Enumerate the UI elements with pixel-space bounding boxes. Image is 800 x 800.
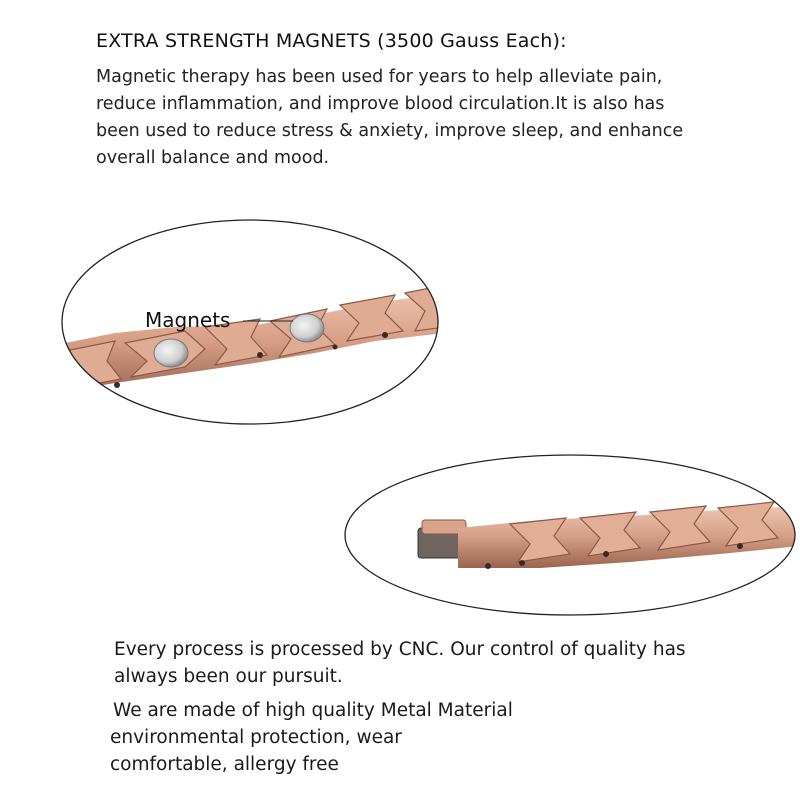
material-paragraph (110, 697, 513, 778)
cnc-quality-paragraph (114, 636, 686, 690)
material-line: comfortable, allergy free (110, 754, 339, 775)
magnet-disc (154, 339, 188, 367)
intro-line: overall balance and mood. (96, 148, 330, 168)
rivet-dot (519, 560, 525, 566)
cnc-line: Every process is processed by CNC. Our control of quality has (114, 639, 686, 660)
rivet-dot (603, 551, 609, 557)
material-line: environmental protection, wear (110, 727, 402, 748)
bracelet-clasp-closeup (340, 450, 800, 620)
magnets-callout-label: Magnets (145, 308, 231, 332)
intro-line: Magnetic therapy has been used for years to help alleviate pain, (96, 67, 663, 87)
intro-paragraph (96, 64, 776, 172)
bracelet-magnet-closeup (55, 215, 445, 430)
material-line: We are made of high quality Metal Material (113, 700, 513, 721)
rivet-dot (257, 352, 263, 358)
magnet-disc (290, 314, 324, 342)
rivet-dot (382, 332, 388, 338)
rivet-dot (333, 345, 338, 350)
cnc-line: always been our pursuit. (114, 666, 343, 687)
rivet-dot (485, 563, 491, 569)
intro-line: been used to reduce stress & anxiety, improve sleep, and enhance (96, 121, 684, 141)
page-heading: EXTRA STRENGTH MAGNETS (3500 Gauss Each): (96, 30, 567, 52)
intro-line: reduce inflammation, and improve blood circulation.It is also has (96, 94, 665, 114)
rivet-dot (114, 382, 120, 388)
rivet-dot (737, 543, 743, 549)
